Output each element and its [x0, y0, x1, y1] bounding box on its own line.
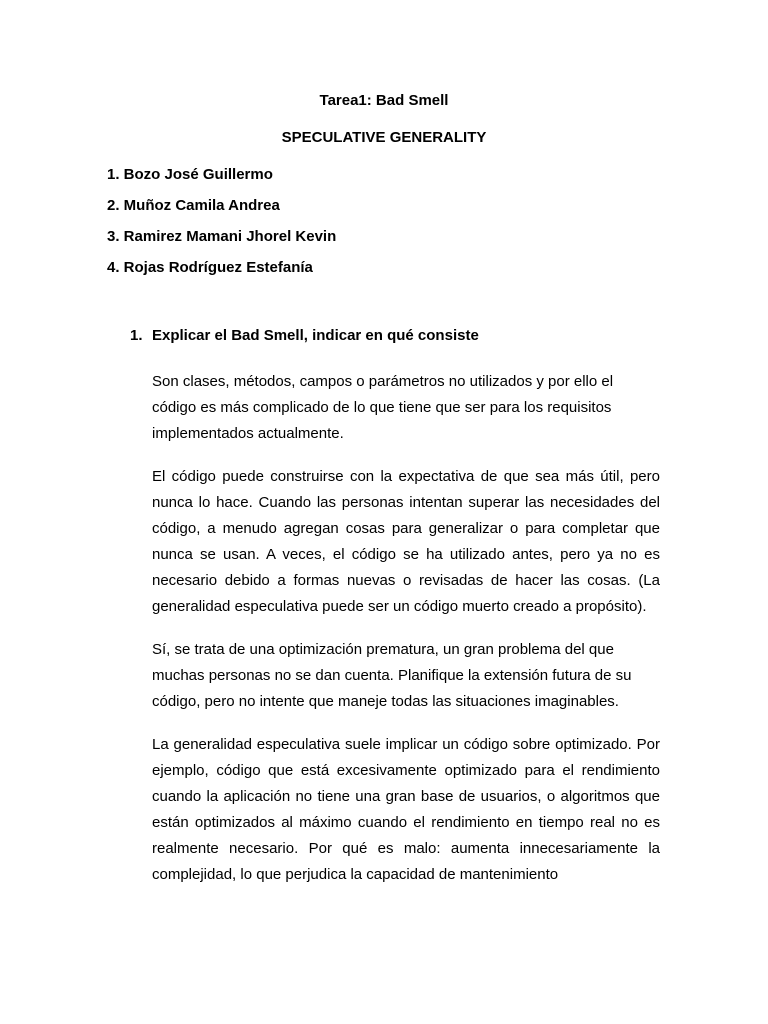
- body-paragraph: El código puede construirse con la expectativa de que sea más útil, pero nunca lo hace. Cuando las personas intentan superar las necesidades del código, a menudo agregan cosas para generalizar o para completar que nunca se usan. A veces, el código se ha utilizado antes, pero ya no es necesario debido a formas nuevas o revisadas de hacer las cosas. (La generalidad especulativa puede ser un código muerto creado a propósito).: [152, 468, 660, 615]
- section-body: [152, 369, 660, 905]
- body-paragraph: Son clases, métodos, campos o parámetros no utilizados y por ello el código es más complicado de lo que tiene que ser para los requisitos implementados actualmente.: [152, 373, 614, 442]
- author-list: [107, 165, 336, 289]
- document-subtitle: SPECULATIVE GENERALITY: [281, 129, 487, 146]
- body-paragraph: Sí, se trata de una optimización prematura, un gran problema del que muchas personas no se dan cuenta. Planifique la extensión futura de su código, pero no intente que maneje todas las situaciones imaginables.: [152, 641, 632, 710]
- body-paragraph: La generalidad especulativa suele implicar un código sobre optimizado. Por ejemplo, código que está excesivamente optimizado para el rendimiento cuando la aplicación no tiene una gran base de usuarios, o algoritmos que están optimizados al máximo cuando el rendimiento en tiempo real no es realmente necesario. Por qué es malo: aumenta innecesariamente la complejidad, lo que perjudica la capacidad de mantenimiento: [152, 736, 660, 883]
- section-heading: [130, 326, 479, 346]
- document-title: Tarea1: Bad Smell: [319, 92, 449, 109]
- author-item: 2. Muñoz Camila Andrea: [107, 197, 280, 214]
- section-heading-text: Explicar el Bad Smell, indicar en qué consiste: [152, 327, 479, 344]
- author-item: 3. Ramirez Mamani Jhorel Kevin: [107, 228, 337, 245]
- author-item: 4. Rojas Rodríguez Estefanía: [107, 259, 313, 276]
- section-number: 1.: [130, 327, 143, 344]
- author-item: 1. Bozo José Guillermo: [107, 166, 273, 183]
